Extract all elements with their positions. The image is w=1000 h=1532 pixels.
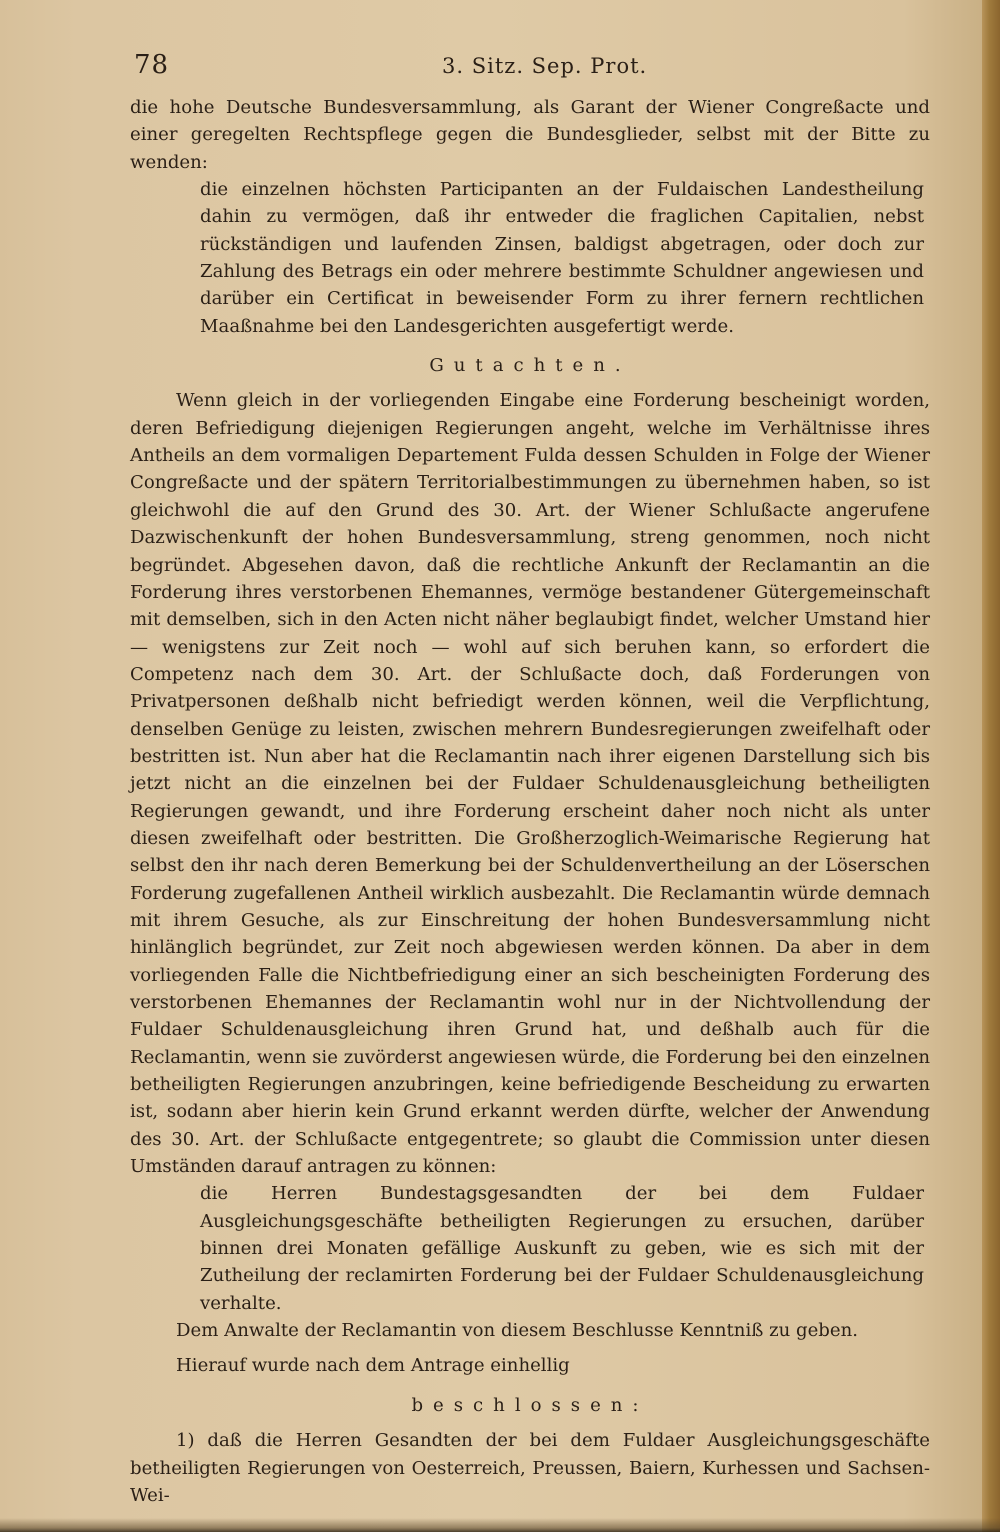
- notification-paragraph: Dem Anwalte der Reclamantin von diesem Beschlusse Kenntniß zu geben.: [176, 1320, 858, 1342]
- page-content: [130, 50, 930, 1509]
- page-edge-shadow: [982, 0, 1000, 1532]
- page-bottom-shadow: [0, 1518, 1000, 1532]
- petition-quote: die einzelnen höchsten Participanten an der Fuldaischen Landestheilung dahin zu vermögen, daß ihr entweder die fraglichen Capitalien, nebst rückständigen und laufenden Zinsen, baldigst abgetragen, oder doch zur Zahlung des Betrags ein oder mehrere bestimmte Schuldner angewiesen und darüber ein Certificat in beweisender Form zu ihrer fernern rechtlichen Maaßnahme bei den Landesgerichten ausgefertigt werde.: [200, 179, 924, 337]
- section-heading-beschlossen: beschlossen:: [411, 1394, 649, 1416]
- proposal-quote: die Herren Bundestagsgesandten der bei dem Fuldaer Ausgleichungsgeschäfte betheiligten Regierungen zu ersuchen, darüber binnen drei Monaten gefällige Auskunft zu geben, wie es sich mit der Zutheilung der reclamirten Forderung bei der Fuldaer Schuldenausgleichung verhalte.: [200, 1183, 924, 1314]
- running-head: 3. Sitz. Sep. Prot.: [442, 54, 648, 78]
- resolution-item-1: 1) daß die Herren Gesandten der bei dem Fuldaer Ausgleichungsgeschäfte betheiligten Regierungen von Oesterreich, Preussen, Baiern, Kurhessen und Sachsen-Wei-: [130, 1430, 930, 1506]
- spacer: [130, 1344, 930, 1352]
- intro-paragraph: die hohe Deutsche Bundesversammlung, als Garant der Wiener Congreßacte und einer geregelten Rechtspflege gegen die Bundesglieder, selbst mit der Bitte zu wenden:: [130, 97, 930, 173]
- document-text: [130, 94, 930, 1509]
- opinion-paragraph: Wenn gleich in der vorliegenden Eingabe eine Forderung bescheinigt worden, deren Befriedigung diejenigen Regierungen angeht, welche im Verhältnisse ihres Antheils an dem vormaligen Departement Fulda dessen Schulden in Folge der Wiener Congreßacte und der spätern Territorialbestimmungen zu übernehmen haben, so ist gleichwohl die auf den Grund des 30. Art. der Wiener Schlußacte angerufene Dazwischenkunft der hohen Bundesversammlung, streng genommen, noch nicht begründet. Abgesehen davon, daß die rechtliche Ankunft der Reclamantin an die Forderung ihres verstorbenen Ehemannes, vermöge bestandener Gütergemeinschaft mit demselben, sich in den Acten nicht näher beglaubigt findet, welcher Umstand hier — wenigstens zur Zeit noch — wohl auf sich beruhen kann, so erfordert die Competenz nach dem 30. Art. der Schlußacte doch, daß Forderungen von Privatpersonen deßhalb nicht befriedigt werden können, weil die Verpflichtung, denselben Genüge zu leisten, zwischen mehrern Bundesregierungen zweifelhaft oder bestritten ist. Nun aber hat die Reclamantin nach ihrer eigenen Darstellung sich bis jetzt nicht an die einzelnen bei der Fuldaer Schuldenausgleichung betheiligten Regierungen gewandt, und ihre Forderung erscheint daher noch nicht als unter diesen zweifelhaft oder bestritten. Die Großherzoglich-Weimarische Regierung hat selbst den ihr nach deren Bemerkung bei der Schuldenvertheilung an der Löserschen Forderung zugefallenen Antheil wirklich ausbezahlt. Die Reclamantin würde demnach mit ihrem Gesuche, als zur Einschreitung der hohen Bundesversammlung nicht hinlänglich begründet, zur Zeit noch abgewiesen werden können. Da aber in dem vorliegenden Falle die Nichtbefriedigung einer an sich bescheinigten Forderung des verstorbenen Ehemannes der Reclamantin wohl nur in der Nichtvollendung der Fuldaer Schuldenausgleichung ihren Grund hat, und deßhalb auch für die Reclamantin, wenn sie zuvörderst angewiesen würde, die Forderung bei den einzelnen betheiligten Regierungen anzubringen, keine befriedigende Bescheidung zu erwarten ist, sodann aber hierin kein Grund erkannt werden dürfte, welcher der Anwendung des 30. Art. der Schlußacte entgegentrete; so glaubt die Commission unter diesen Umständen darauf antragen zu können:: [130, 390, 930, 1178]
- page-header: [130, 50, 930, 86]
- section-heading-gutachten: Gutachten.: [429, 355, 631, 377]
- resolution-intro: Hierauf wurde nach dem Antrage einhellig: [176, 1355, 570, 1377]
- page-number: 78: [134, 50, 170, 80]
